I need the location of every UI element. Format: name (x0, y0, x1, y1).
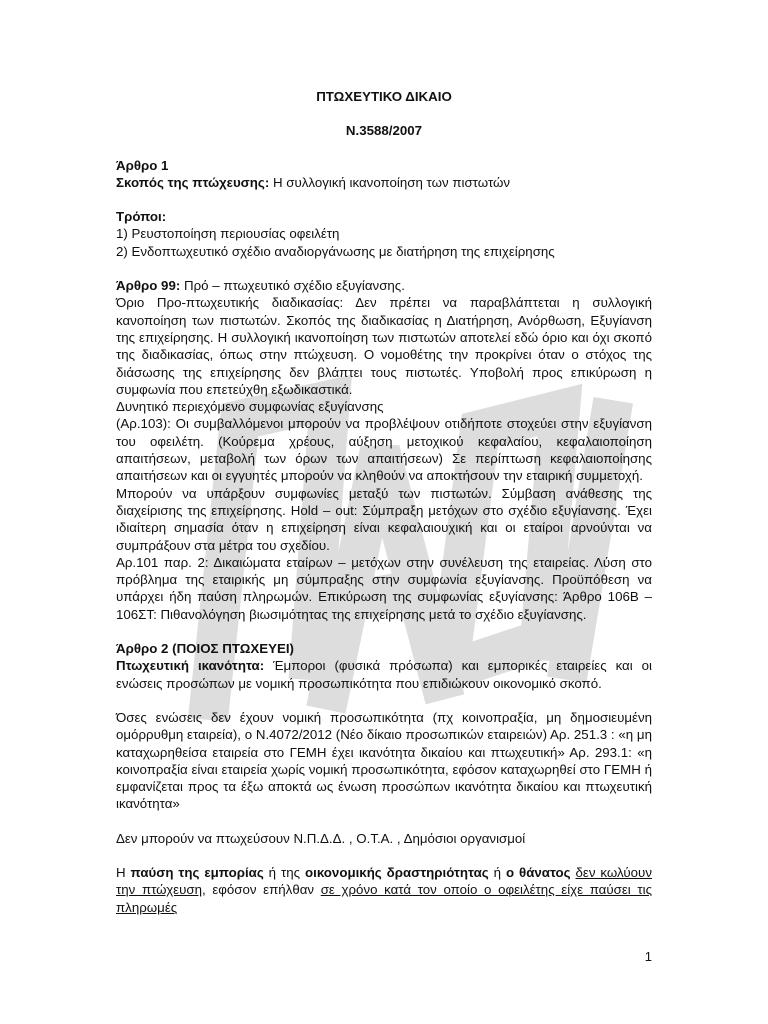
paragraph: Μπορούν να υπάρξουν συμφωνίες μεταξύ των πιστωτών. Σύμβαση ανάθεσης της διαχείρισης της επιχείρησης. Hold – out: Σύμπραξη μετόχων στο σχέδιο εξυγίανσης. Έχει ιδιαίτερη σημασία όταν η επιχείρηση είναι κεφαλαιουχική και οι εταίροι αρνούνται να συμπράξουν στα μέτρα του σχεδίου. (116, 485, 652, 553)
paragraph: Δυνητικό περιεχόμενο συμφωνίας εξυγίανσης (116, 399, 384, 415)
paragraph: Αρ.101 παρ. 2: Δικαιώματα εταίρων – μετόχων στην συνέλευση της εταιρείας. Λύση στο πρόβλημα της εταιρικής μη σύμπραξης στην συμφωνία εξυγίανσης. Προϋπόθεση να υπάρχει ήδη παύση πληρωμών. Επικύρωση της συμφωνίας εξυγίανσης: Άρθρο 106Β – 106ΣΤ: Πιθανολόγηση βιωσιμότητας της επιχείρησης μετά το σχέδιο εξυγίανσης. (116, 554, 652, 622)
law-number: Ν.3588/2007 (345, 123, 423, 139)
cessation-paragraph: Η παύση της εμπορίας ή της οικονομικής δραστηριότητας ή ο θάνατος δεν κωλύουν την πτώχευση, εφόσον επήλθαν σε χρόνο κατά τον οποίο ο οφειλέτης είχε παύσει τις πληρωμές (116, 864, 652, 915)
ways-label: Τρόποι: (116, 209, 167, 225)
document-title: ΠΤΩΧΕΥΤΙΚΟ ΔΙΚΑΙΟ (316, 89, 452, 104)
document-body (116, 88, 652, 916)
way-item: 1) Ρευστοποίηση περιουσίας οφειλέτη (116, 226, 340, 242)
unions-paragraph: Όσες ενώσεις δεν έχουν νομική προσωπικότητα (πχ κοινοπραξία, μη δημοσιευμένη ομόρρυθμη εταιρεία), ο Ν.4072/2012 (Νέο δίκαιο προσωπικών εταιρειών) Αρ. 251.3 : «η μη καταχωρηθείσα εταιρεία στο ΓΕΜΗ έχει ικανότητα δικαίου και πτωχευτική» Αρ. 293.1: «η κοινοπραξία είναι εταιρεία χωρίς νομική προσωπικότητα, εφόσον καταχωρηθεί στο ΓΕΜΗ ή εμφανίζεται προς τα έξω αποκτά ως ένωση προσώπων ικανότητα δικαίου και πτωχευτική ικανότητα» (116, 709, 652, 812)
capacity-paragraph: Πτωχευτική ικανότητα: Έμποροι (φυσικά πρόσωπα) και εμπορικές εταιρείες και οι ενώσεις προσώπων με νομική προσωπικότητα που επιδιώκουν οικονομικό σκοπό. (116, 658, 653, 691)
purpose-line: Σκοπός της πτώχευσης: Η συλλογική ικανοποίηση των πιστωτών (116, 174, 511, 190)
page-number: 1 (644, 949, 652, 964)
way-item: 2) Ενδοπτωχευτικό σχέδιο αναδιοργάνωσης με διατήρηση της επιχείρησης (116, 243, 555, 259)
paragraph: Όριο Προ-πτωχευτικής διαδικασίας: Δεν πρέπει να παραβλάπτεται η συλλογική κανοποίηση των πιστωτών. Σκοπός της διαδικασίας η Διατήρηση, Ανόρθωση, Εξυγίανση της επιχείρησης. Η συλλογική ικανοποίηση των πιστωτών αποτελεί εδώ όριο και όχι σκοπό της διαδικασίας, όπως στην πτώχευση. Ο νομοθέτης την προκρίνει όταν ο στόχος της διάσωσης της επιχείρησης δεν βλάπτει τους πιστωτές. Υποβολή προς επικύρωση η συμφωνία που επετεύχθη εξωδικαστικά. (116, 295, 652, 397)
paragraph: (Αρ.103): Οι συμβαλλόμενοι μπορούν να προβλέψουν οτιδήποτε στοχεύει στην εξυγίανση του οφειλέτη. (Κούρεμα χρέους, αύξηση μετοχικού κεφαλαίου, κεφαλαιοποίηση απαιτήσεων, μεταβολή των όρων των απαιτήσεων) Σε περίπτωση κεφαλαιοποίησης απαιτήσεων και οι εγγυητές μπορούν να κληθούν να αποκτήσουν την εταιρική συμμετοχή. (116, 416, 652, 484)
article-2-heading: Άρθρο 2 (ΠΟΙΟΣ ΠΤΩΧΕΥΕΙ) (116, 641, 294, 657)
article-1-heading: Άρθρο 1 (116, 157, 169, 173)
article-99-heading: Άρθρο 99: Πρό – πτωχευτικό σχέδιο εξυγίανσης. (116, 278, 405, 294)
cannot-go-bankrupt-line: Δεν μπορούν να πτωχεύσουν Ν.Π.Δ.Δ. , Ο.Τ.Α. , Δημόσιοι οργανισμοί (116, 830, 526, 846)
